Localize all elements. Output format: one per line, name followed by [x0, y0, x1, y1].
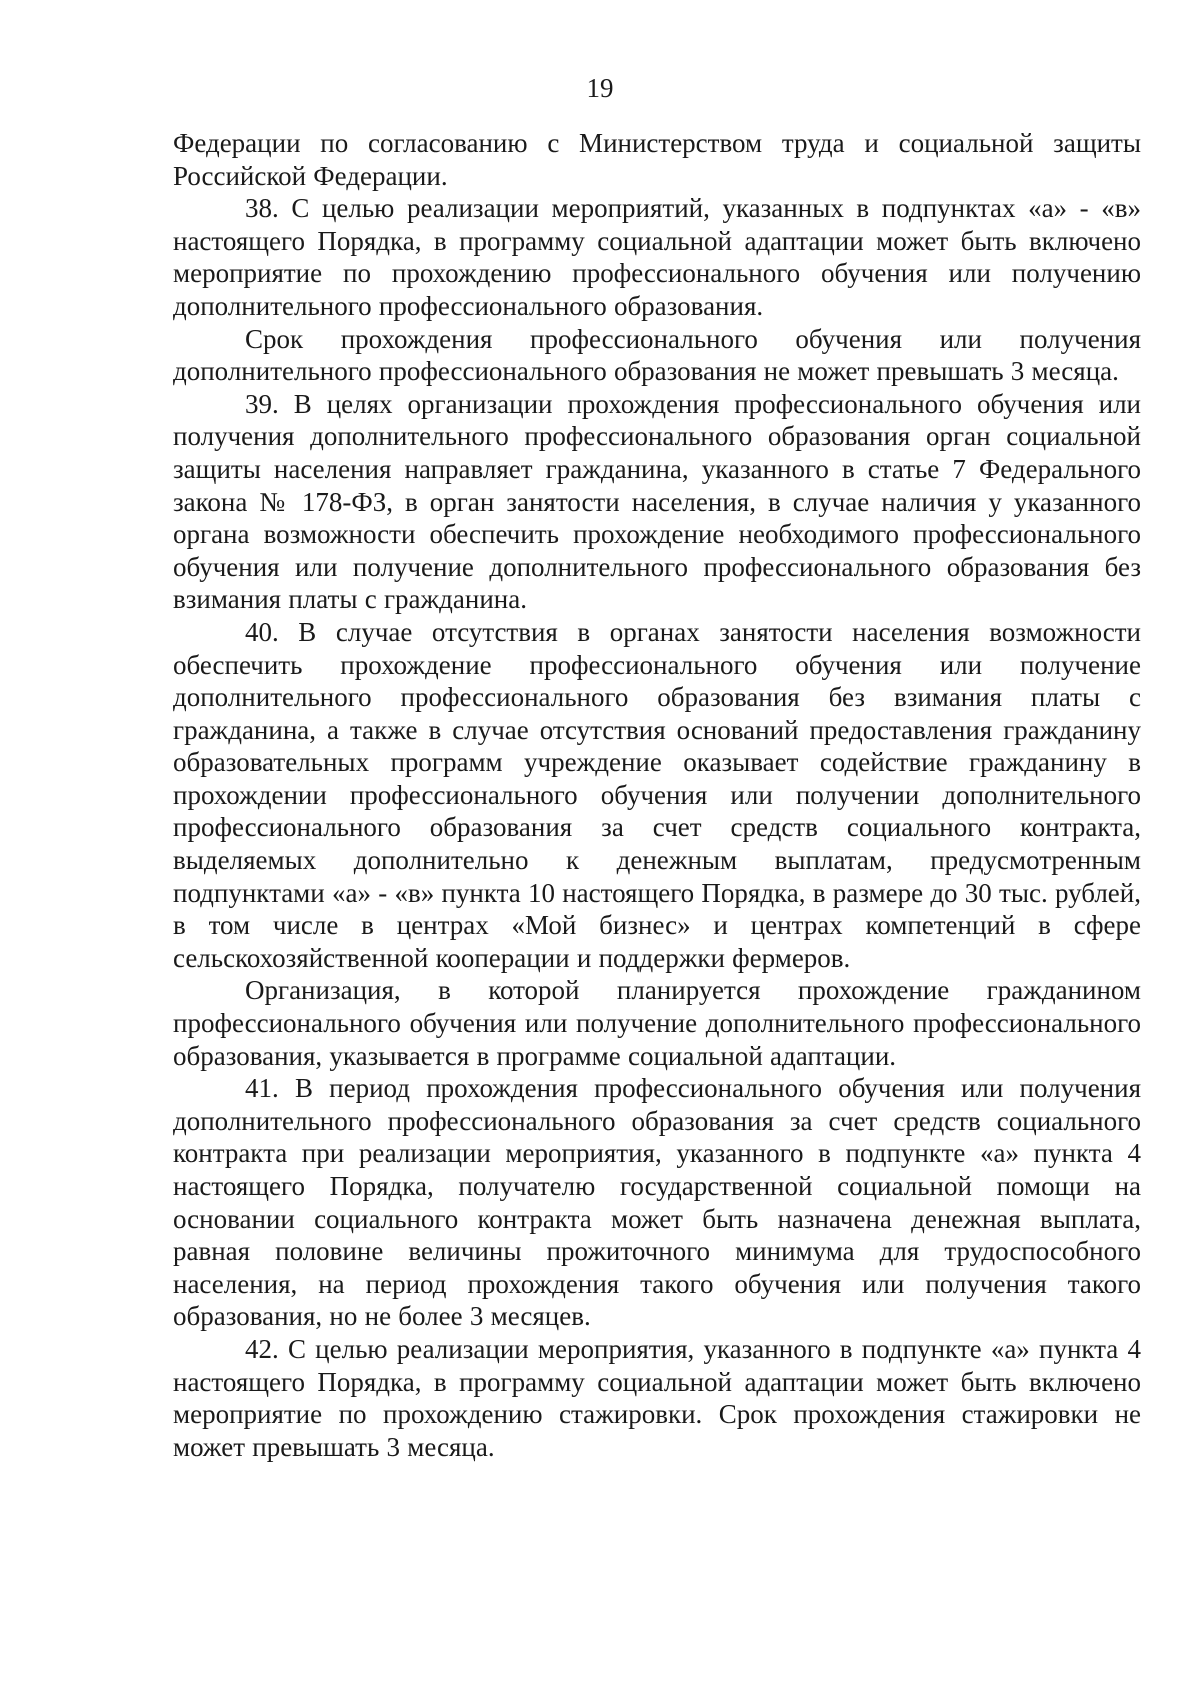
paragraph-item-40: 40. В случае отсутствия в органах занятости населения возможности обеспечить прохождение профессионального обучения или получение дополнительного профессионального образования без взимания платы с гражданина, а также в случае отсутствия оснований предоставления гражданину образовательных программ учреждение оказывает содействие гражданину в прохождении профессионального обучения или получении дополнительного профессионального образования за счет средств социального контракта, выделяемых дополнительно к денежным выплатам, предусмотренным подпунктами «а» - «в» пункта 10 настоящего Порядка, в размере до 30 тыс. рублей, в том числе в центрах «Мой бизнес» и центрах компетенций в сфере сельскохозяйственной кооперации и поддержки фермеров. [173, 616, 1141, 973]
paragraph-item-38: 38. С целью реализации мероприятий, указанных в подпунктах «а» - «в» настоящего Порядка, в программу социальной адаптации может быть включено мероприятие по прохождению профессионального обучения или получению дополнительного профессионального образования. [173, 193, 1141, 321]
paragraph-item-42: 42. С целью реализации мероприятия, указанного в подпункте «а» пункта 4 настоящего Порядка, в программу социальной адаптации может быть включено мероприятие по прохождению стажировки. Срок прохождения стажировки не может превышать 3 месяца. [173, 1333, 1141, 1462]
paragraph-item-39: 39. В целях организации прохождения профессионального обучения или получения дополнительного профессионального образования орган социальной защиты населения направляет гражданина, указанного в статье 7 Федерального закона № 178-ФЗ, в орган занятости населения, в случае наличия у указанного органа возможности обеспечить прохождение необходимого профессионального обучения или получение дополнительного профессионального образования без взимания платы с гражданина. [173, 388, 1141, 615]
page-number: 19 [586, 73, 614, 103]
paragraph-item-38-term: Срок прохождения профессионального обучения или получения дополнительного профессионального образования не может превышать 3 месяца. [173, 323, 1141, 387]
paragraph-continuation: Федерации по согласованию с Министерством труда и социальной защиты Российской Федерации. [173, 128, 1141, 191]
paragraph-item-40-organization: Организация, в которой планируется прохождение гражданином профессионального обучения или получение дополнительного профессионального образования, указывается в программе социальной адаптации. [173, 975, 1141, 1071]
paragraph-item-41: 41. В период прохождения профессионального обучения или получения дополнительного профессионального образования за счет средств социального контракта при реализации мероприятия, указанного в подпункте «а» пункта 4 настоящего Порядка, получателю государственной социальной помощи на основании социального контракта может быть назначена денежная выплата, равная половине величины прожиточного минимума для трудоспособного населения, на период прохождения такого обучения или получения такого образования, но не более 3 месяцев. [173, 1073, 1141, 1332]
document-body [173, 127, 1141, 1463]
